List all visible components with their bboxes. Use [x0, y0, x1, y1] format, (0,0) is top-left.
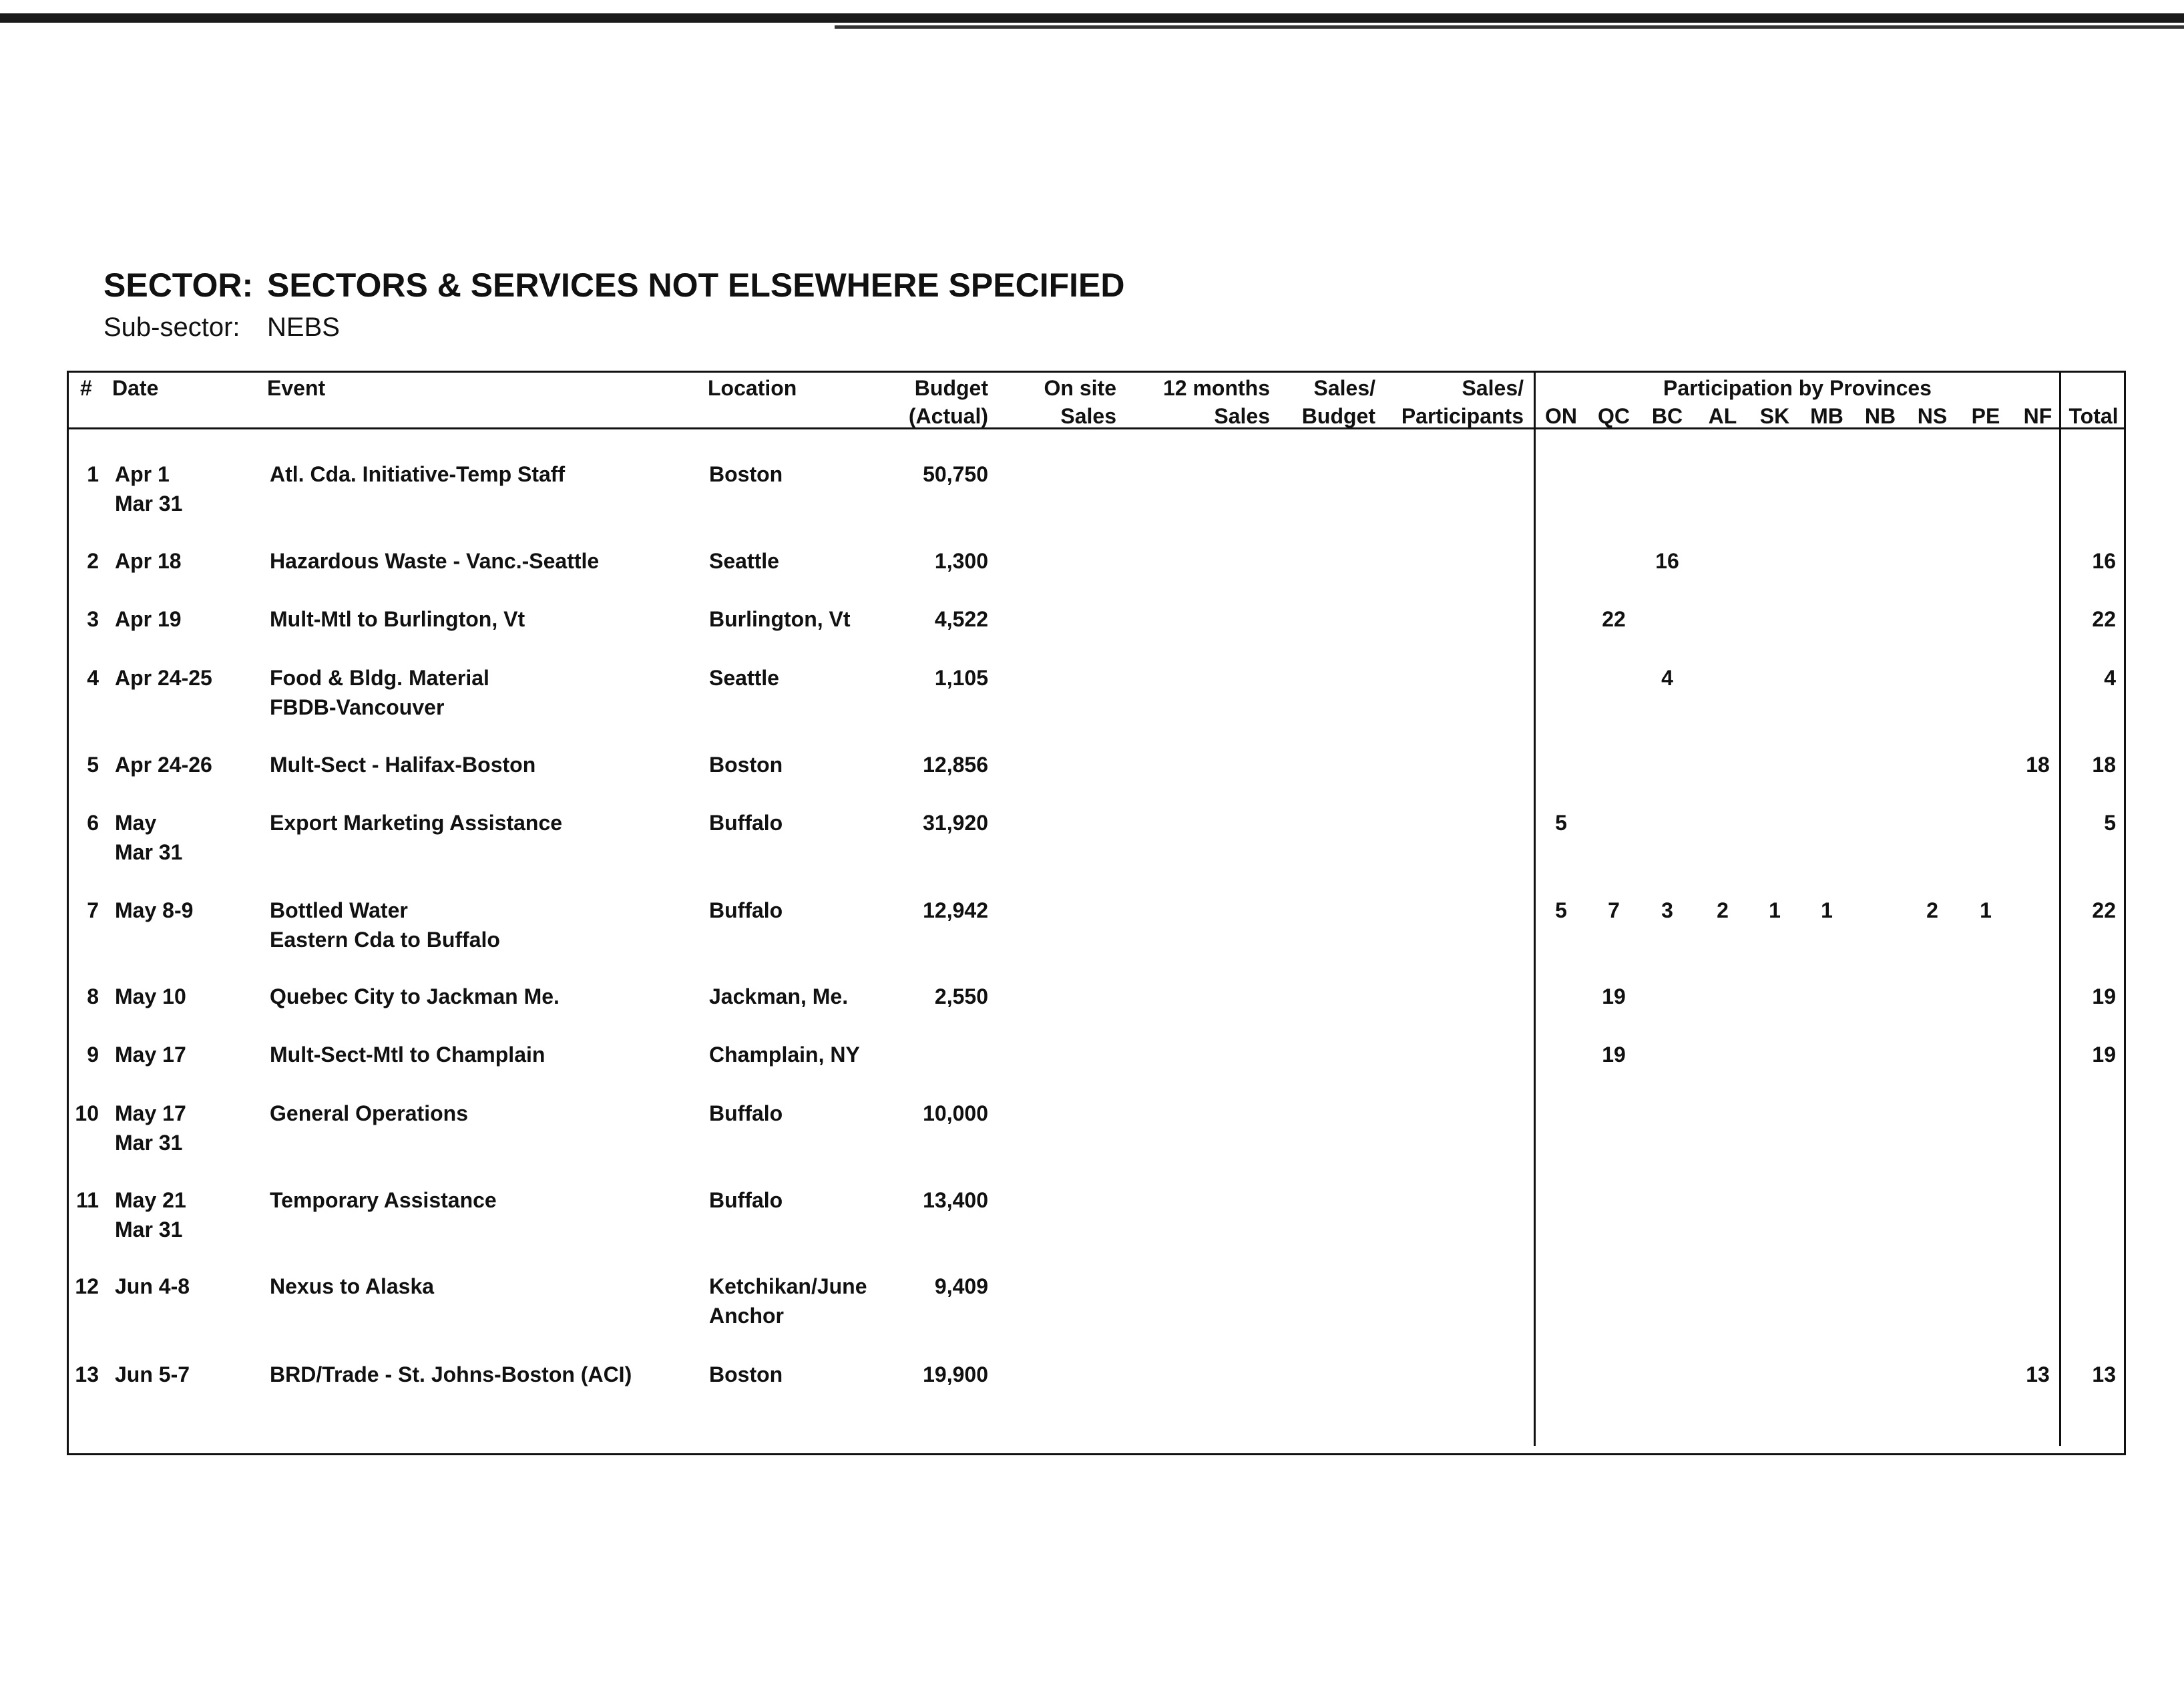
row-budget: 12,856 [923, 753, 988, 777]
row-number: 6 [87, 811, 99, 835]
row-number: 11 [76, 1188, 99, 1212]
row-province-ns: 2 [1926, 898, 1938, 922]
col-onsite-header-line2: Sales [1060, 404, 1116, 428]
row-date-line: Apr 24-25 [115, 666, 212, 690]
row-event-line: Bottled Water [270, 898, 408, 922]
row-date-line: May 17 [115, 1043, 186, 1067]
col-sales-budget-header-line2: Budget [1301, 404, 1375, 428]
row-event-line: Export Marketing Assistance [270, 811, 563, 835]
sector-heading [103, 266, 1125, 305]
col-event-header: Event [267, 376, 326, 400]
row-location-line: Champlain, NY [709, 1043, 860, 1067]
row-event [270, 1272, 697, 1301]
row-date-line: May 17 [115, 1101, 186, 1125]
row-date-line: Apr 19 [115, 607, 182, 631]
col-sales-participants-header [1382, 374, 1524, 430]
col-12month-header-line2: Sales [1214, 404, 1270, 428]
row-date [115, 1360, 262, 1389]
col-total-header: Total [2068, 404, 2119, 428]
row-location-line: Buffalo [709, 1188, 783, 1212]
row-total: 22 [2092, 898, 2116, 922]
row-province-on: 5 [1555, 811, 1567, 835]
province-header-mb: MB [1810, 404, 1843, 428]
row-date-line: Jun 5-7 [115, 1362, 190, 1386]
row-location-line: Buffalo [709, 898, 783, 922]
col-date-header: Date [112, 376, 159, 400]
row-date-line: Mar 31 [115, 1131, 183, 1155]
row-budget: 1,105 [934, 666, 988, 690]
subsector-heading [103, 313, 340, 343]
col-sales-budget-header [1282, 374, 1375, 430]
row-number: 3 [87, 607, 99, 631]
row-date [115, 1099, 262, 1157]
row-event-line: Hazardous Waste - Vanc.-Seattle [270, 549, 600, 573]
row-province-al: 2 [1717, 898, 1729, 922]
row-event-line: General Operations [270, 1101, 468, 1125]
row-date [115, 1185, 262, 1244]
row-date-line: May [115, 811, 157, 835]
col-12month-header-line1: 12 months [1162, 376, 1270, 400]
row-location [709, 1272, 869, 1330]
row-total: 19 [2092, 984, 2116, 1008]
row-province-pe: 1 [1980, 898, 1992, 922]
row-total: 5 [2104, 811, 2116, 835]
row-location [709, 604, 869, 634]
province-header-qc: QC [1598, 404, 1630, 428]
row-date-line: May 10 [115, 984, 186, 1008]
row-event [270, 604, 697, 634]
row-event-line: Eastern Cda to Buffalo [270, 928, 500, 952]
col-onsite-header-line1: On site [1044, 376, 1116, 400]
row-province-qc: 7 [1608, 898, 1620, 922]
row-date-line: Mar 31 [115, 492, 183, 516]
row-location [709, 1040, 869, 1069]
row-budget: 4,522 [934, 607, 988, 631]
row-number: 10 [75, 1101, 99, 1125]
row-location-line: Buffalo [709, 811, 783, 835]
province-header-bc: BC [1651, 404, 1683, 428]
row-location-line: Jackman, Me. [709, 984, 849, 1008]
row-event-line: Food & Bldg. Material [270, 666, 489, 690]
row-province-qc: 19 [1602, 984, 1626, 1008]
row-location [709, 459, 869, 489]
col-sales-budget-header-line1: Sales/ [1313, 376, 1375, 400]
row-date [115, 663, 262, 693]
province-header-nf: NF [2023, 404, 2052, 428]
row-location-line: Ketchikan/June [709, 1274, 867, 1298]
row-budget: 13,400 [923, 1188, 988, 1212]
row-event-line: Nexus to Alaska [270, 1274, 435, 1298]
row-budget: 19,900 [923, 1362, 988, 1386]
row-number: 2 [87, 549, 99, 573]
col-sales-participants-header-line1: Sales/ [1462, 376, 1524, 400]
row-location [709, 808, 869, 837]
row-date [115, 750, 262, 779]
row-number: 13 [75, 1362, 99, 1386]
row-location-line: Burlington, Vt [709, 607, 851, 631]
row-total: 4 [2104, 666, 2116, 690]
row-location [709, 750, 869, 779]
row-event-line: Quebec City to Jackman Me. [270, 984, 560, 1008]
row-date-line: Mar 31 [115, 840, 183, 864]
row-date [115, 1272, 262, 1301]
row-number: 7 [87, 898, 99, 922]
row-date-line: Jun 4-8 [115, 1274, 190, 1298]
row-location-line: Seattle [709, 666, 779, 690]
subsector-label: Sub-sector: [103, 313, 240, 342]
row-budget: 1,300 [934, 549, 988, 573]
row-province-sk: 1 [1769, 898, 1781, 922]
row-event [270, 1185, 697, 1215]
row-total: 18 [2092, 753, 2116, 777]
row-province-qc: 22 [1602, 607, 1626, 631]
province-header-sk: SK [1759, 404, 1790, 428]
row-location [709, 546, 869, 576]
row-event [270, 1040, 697, 1069]
row-date [115, 546, 262, 576]
row-budget: 2,550 [934, 984, 988, 1008]
row-event-line: Mult-Mtl to Burlington, Vt [270, 607, 525, 631]
province-header-al: AL [1708, 404, 1737, 428]
row-total: 13 [2092, 1362, 2116, 1386]
row-budget: 12,942 [923, 898, 988, 922]
row-date [115, 896, 262, 925]
col-12month-header [1135, 374, 1270, 430]
row-total: 22 [2092, 607, 2116, 631]
col-budget-header-line2: (Actual) [908, 404, 988, 428]
row-event-line: Atl. Cda. Initiative-Temp Staff [270, 462, 566, 486]
row-budget: 50,750 [923, 462, 988, 486]
row-event-line: Mult-Sect-Mtl to Champlain [270, 1043, 545, 1067]
top-rule-secondary [835, 25, 2184, 29]
row-event [270, 546, 697, 576]
row-province-mb: 1 [1821, 898, 1833, 922]
province-header-nb: NB [1864, 404, 1896, 428]
col-location-header: Location [708, 376, 797, 400]
row-date-line: Apr 24-26 [115, 753, 212, 777]
row-event [270, 1099, 697, 1128]
row-location [709, 663, 869, 693]
col-onsite-header [1002, 374, 1116, 430]
province-header-ns: NS [1917, 404, 1948, 428]
row-location-line: Boston [709, 753, 783, 777]
row-location [709, 1185, 869, 1215]
province-header-on: ON [1545, 404, 1577, 428]
province-header-pe: PE [1971, 404, 2000, 428]
row-date [115, 459, 262, 518]
row-event [270, 896, 697, 954]
col-sales-participants-header-line2: Participants [1401, 404, 1524, 428]
row-budget: 10,000 [923, 1101, 988, 1125]
row-event-line: Temporary Assistance [270, 1188, 497, 1212]
row-date [115, 982, 262, 1011]
row-event [270, 1360, 697, 1389]
row-province-bc: 3 [1661, 898, 1673, 922]
row-event [270, 663, 697, 722]
row-event [270, 982, 697, 1011]
row-event-line: FBDB-Vancouver [270, 695, 445, 719]
sector-value: SECTORS & SERVICES NOT ELSEWHERE SPECIFIED [267, 266, 1125, 304]
subsector-value: NEBS [267, 313, 340, 342]
row-location-line: Anchor [709, 1304, 784, 1328]
row-number: 1 [87, 462, 99, 486]
row-date [115, 604, 262, 634]
top-rule [0, 13, 2184, 23]
row-location-line: Seattle [709, 549, 779, 573]
row-province-on: 5 [1555, 898, 1567, 922]
row-event [270, 459, 697, 489]
row-total: 16 [2092, 549, 2116, 573]
col-budget-header-line1: Budget [914, 376, 988, 400]
row-number: 5 [87, 753, 99, 777]
row-event [270, 750, 697, 779]
row-province-bc: 4 [1661, 666, 1673, 690]
row-province-nf: 13 [2026, 1362, 2050, 1386]
row-location-line: Boston [709, 462, 783, 486]
row-budget: 31,920 [923, 811, 988, 835]
col-budget-header [868, 374, 988, 430]
row-number: 4 [87, 666, 99, 690]
row-number: 9 [87, 1043, 99, 1067]
row-event [270, 808, 697, 837]
row-province-bc: 16 [1655, 549, 1679, 573]
row-event-line: BRD/Trade - St. Johns-Boston (ACI) [270, 1362, 632, 1386]
row-date-line: Mar 31 [115, 1217, 183, 1242]
row-location-line: Boston [709, 1362, 783, 1386]
sector-label: SECTOR: [103, 266, 254, 304]
row-date-line: Apr 18 [115, 549, 182, 573]
row-date [115, 1040, 262, 1069]
row-date [115, 808, 262, 867]
row-location [709, 1099, 869, 1128]
row-province-qc: 19 [1602, 1043, 1626, 1067]
row-location [709, 982, 869, 1011]
row-location [709, 1360, 869, 1389]
row-total: 19 [2092, 1043, 2116, 1067]
row-location-line: Buffalo [709, 1101, 783, 1125]
row-number: 12 [75, 1274, 99, 1298]
row-budget: 9,409 [934, 1274, 988, 1298]
col-num-header: # [80, 376, 92, 400]
row-number: 8 [87, 984, 99, 1008]
row-location [709, 896, 869, 925]
row-province-nf: 18 [2026, 753, 2050, 777]
row-date-line: May 8-9 [115, 898, 194, 922]
participation-header: Participation by Provinces [1663, 376, 1932, 400]
row-date-line: May 21 [115, 1188, 186, 1212]
row-date-line: Apr 1 [115, 462, 170, 486]
row-event-line: Mult-Sect - Halifax-Boston [270, 753, 536, 777]
